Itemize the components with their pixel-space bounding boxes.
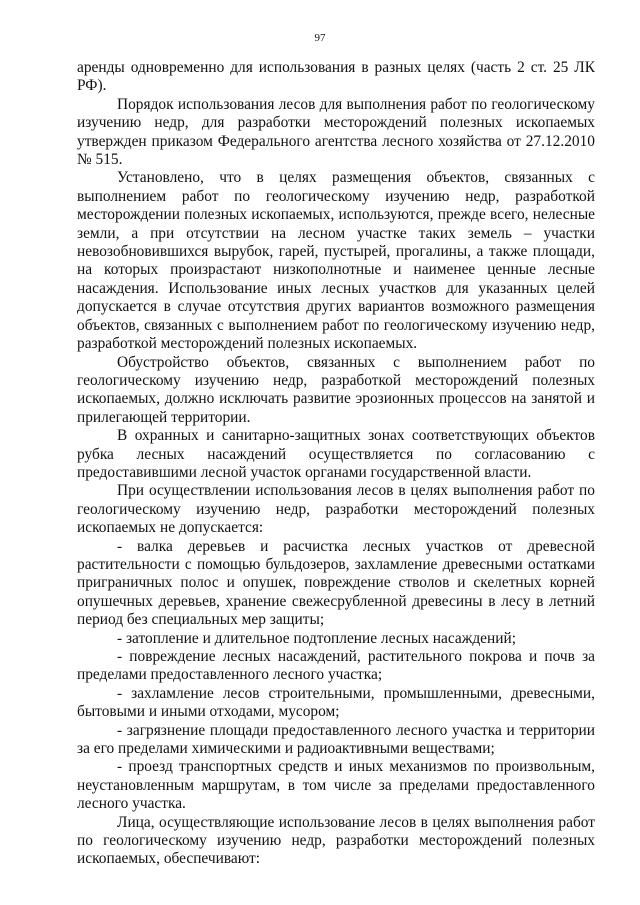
list-item-pollution: - загрязнение площади предоставленного лесного участка и территории за его пределами химическими и радиоактивными веществами; <box>77 721 595 758</box>
document-body <box>77 59 595 869</box>
list-item-littering: - захламление лесов строительными, промышленными, древесными, бытовыми и иными отходами, мусором; <box>77 684 595 721</box>
page-number: 97 <box>314 32 326 44</box>
paragraph-procedure-order: Порядок использования лесов для выполнения работ по геологическому изучению недр, для разработки месторождений полезных ископаемых утвержден приказом Федерального агентства лесного хозяйства от 27.12.2010 № 515. <box>77 95 595 169</box>
paragraph-protection-zones: В охранных и санитарно-защитных зонах соответствующих объектов рубка лесных насаждений осуществляется по согласованию с предоставившими лесной участок органами государственной власти. <box>77 427 595 481</box>
list-item-felling: - валка деревьев и расчистка лесных участков от древесной растительности с помощью бульдозеров, захламление древесными остатками приграничных полос и опушек, повреждение стволов и скелетных корней опушечных деревьев, хранение свежесрубленной древесины в лесу в летний период без специальных мер защиты; <box>77 537 595 629</box>
list-item-vehicle-passage: - проезд транспортных средств и иных механизмов по произвольным, неустановленным маршрутам, в том числе за пределами предоставленного лесного участка. <box>77 758 595 813</box>
paragraph-land-placement: Установлено, что в целях размещения объектов, связанных с выполнением работ по геологическому изучению недр, разработкой месторождении полезных ископаемых, используются, прежде всего, нелесные земли, а при отсутствии на лесном участке таких земель – участки невозобновившихся вырубок, гарей, пустырей, прогалины, а также площади, на которых произрастают низкополнотные и наименее ценные лесные насаждения. Использование иных лесных участков для указанных целей допускается в случае отсутствия других вариантов возможного размещения объектов, связанных с выполнением работ по геологическому изучению недр, разработкой месторождений полезных ископаемых. <box>77 169 595 353</box>
list-item-flooding: - затопление и длительное подтопление лесных насаждений; <box>117 629 516 647</box>
paragraph-lease-continuation: аренды одновременно для использования в разных целях (часть 2 ст. 25 ЛК РФ). <box>77 59 595 95</box>
paragraph-obligations-intro: Лица, осуществляющие использование лесов в целях выполнения работ по геологическому изучению недр, разработки месторождений полезных ископаемых, обеспечивают: <box>77 813 595 868</box>
paragraph-prohibitions-intro: При осуществлении использования лесов в целях выполнения работ по геологическому изучению недр, разработки месторождений полезных ископаемых не допускается: <box>77 482 595 537</box>
list-item-damage: - повреждение лесных насаждений, растительного покрова и почв за пределами предоставленного лесного участка; <box>77 648 595 684</box>
paragraph-facility-arrangement: Обустройство объектов, связанных с выполнением работ по геологическому изучению недр, разработкой месторождений полезных ископаемых, должно исключать развитие эрозионных процессов на занятой и прилегающей территории. <box>77 353 595 426</box>
